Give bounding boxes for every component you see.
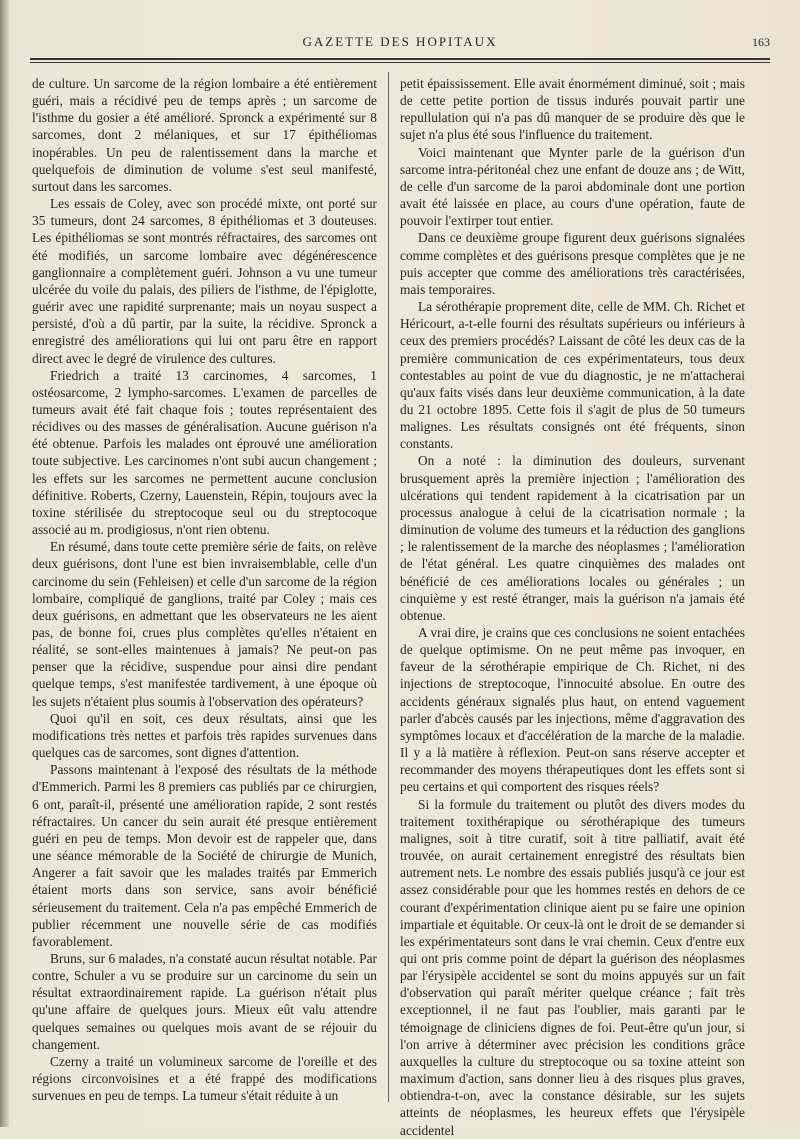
header-rule-thin xyxy=(30,62,770,63)
paragraph: La sérothérapie proprement dite, celle de MM. Ch. Richet et Héricourt, a-t-elle fourni des résultats supérieurs ou inférieurs à ceux des premiers procédés? Laissant de côté les deux cas de la première communication de ces expérimentateurs, tous deux contestables au point de vue du diagnostic, je ne m'attacherai qu'aux faits visés dans leur deuxième communication, à la date du 21 octobre 1895. Cette fois il s'agit de plus de 50 tumeurs malignes. Les résultats consignés ont été fréquents, sinon constants. xyxy=(400,299,745,452)
paragraph: En résumé, dans toute cette première série de faits, on relève deux guérisons, dont l'une est bien invraisemblable, celle d'un carcinome du sein (Fehleisen) et celle d'un sarcome de la région lombaire, compliqué de ganglions, traité par Coley ; mais ces deux guérisons, en admettant que les observateurs ne les aient pas, de bonne foi, crues plus complètes qu'elles n'étaient en réalité, se sont-elles maintenues à jamais? Ne peut-on pas penser que la récidive, suspendue pour ainsi dire pendant quelque temps, s'est manifestée tardivement, à une époque où les sujets n'étaient plus soumis à l'observation des opérateurs? xyxy=(32,539,377,709)
paragraph: Les essais de Coley, avec son procédé mixte, ont porté sur 35 tumeurs, dont 24 sarcomes, 8 épithéliomas et 3 douteuses. Les épithéliomas se sont montrés réfractaires, des sarcomes ont été modifiés, un sarcome lombaire avec dégénérescence ganglionnaire a complètement guéri. Johnson a vu une tumeur ulcérée du voile du palais, des piliers de l'isthme, de l'épiglotte, guérir avec une rapidité surprenante; mais un noyau suspect a persisté, d'où a dû partir, par la suite, la récidive. Spronck a enregistré des améliorations qui lui ont paru être en rapport direct avec le degré de virulence des cultures. xyxy=(32,196,377,366)
paragraph: Passons maintenant à l'exposé des résultats de la méthode d'Emmerich. Parmi les 8 premiers cas publiés par ce chirurgien, 6 ont, paraît-il, présenté une amélioration rapide, 2 sont restés réfractaires. Un cancer du sein aurait été presque entièrement guéri en peu de temps. Mon devoir est de rappeler que, dans une séance mémorable de la Société de chirurgie de Munich, Angerer a fait savoir que les malades traités par Emmerich étaient morts dans son service, sans avoir bénéficié sérieusement du traitement. Cela n'a pas empêché Emmerich de publier récemment une nouvelle série de cas modifiés favorablement. xyxy=(32,762,377,949)
left-column xyxy=(32,75,377,1104)
paragraph: A vrai dire, je crains que ces conclusions ne soient entachées de quelque optimisme. On ne peut même pas invoquer, en faveur de la sérothérapie empirique de Ch. Richet, ni des injections de streptocoque, l'innocuité absolue. En outre des accidents généraux signalés plus haut, on entend vaguement parler d'abcès causés par les injections, même d'aggravation des symptômes locaux et d'accélération de la marche de la maladie. Il y a là matière à réflexion. Peut-on sans réserve accepter et recommander des moyens thérapeutiques dont les effets sont si peu certains et qui comportent des risques réels? xyxy=(400,625,745,795)
paragraph: Bruns, sur 6 malades, n'a constaté aucun résultat notable. Par contre, Schuler a vu se produire sur un carcinome du sein un résultat extraordinairement rapide. La guérison n'était plus qu'une affaire de quelques jours. Mieux eût valu attendre quelques semaines ou quelques mois avant de se réjouir du changement. xyxy=(32,950,377,1052)
column-divider xyxy=(388,72,389,1102)
paragraph: petit épaississement. Elle avait énormément diminué, soit ; mais de cette petite portion de tissus indurés pouvait partir une repullulation qui n'a pas dû manquer de se produire dès que le sujet n'a plus été sous l'influence du traitement. xyxy=(400,76,745,143)
right-column xyxy=(400,75,745,1139)
page-number: 163 xyxy=(752,35,770,49)
header-rule-thick xyxy=(30,58,770,60)
paragraph: Czerny a traité un volumineux sarcome de l'oreille et des régions circonvoisines et a été frappé des modifications survenues en peu de temps. La tumeur s'était réduite à un xyxy=(32,1053,377,1104)
paragraph: Quoi qu'il en soit, ces deux résultats, ainsi que les modifications très nettes et parfois très rapides survenues dans quelques cas de sarcomes, sont dignes d'attention. xyxy=(32,710,377,761)
page-header xyxy=(30,34,770,56)
paragraph: Voici maintenant que Mynter parle de la guérison d'un sarcome intra-péritonéal chez une enfant de douze ans ; de Witt, de celle d'un sarcome de la paroi abdominale dont une portion avait été laissée en place, au cours d'une opération, faute de pouvoir l'extirper tout entier. xyxy=(400,144,745,229)
paragraph: Dans ce deuxième groupe figurent deux guérisons signalées comme complètes et des guérisons presque complètes que je ne puis accepter que comme des améliorations très caractérisées, mais temporaires. xyxy=(400,230,745,297)
journal-title: GAZETTE DES HOPITAUX xyxy=(302,34,498,49)
paragraph: de culture. Un sarcome de la région lombaire a été entièrement guéri, mais a récidivé peu de temps après ; un sarcome de l'isthme du gosier a été amélioré. Spronck a expérimenté sur 8 sarcomes, dont 2 mélaniques, et sur 17 épithéliomas inopérables. Un peu de ralentissement dans la marche et quelquefois de diminution de volume s'est seul manifesté, surtout dans les sarcomes. xyxy=(32,76,377,194)
paragraph: Friedrich a traité 13 carcinomes, 4 sarcomes, 1 ostéosarcome, 2 lympho-sarcomes. L'examen de parcelles de tumeurs avait été fait chaque fois ; toutes représentaient des récidives ou des masses de généralisation. Aucune guérison n'a été obtenue. Parfois les malades ont éprouvé une amélioration toute subjective. Les carcinomes n'ont subi aucun changement ; les effets sur les sarcomes ne permettent aucune conclusion définitive. Roberts, Czerny, Lauenstein, Répin, toujours avec la toxine stérilisée du streptocoque seul ou du streptocoque associé au m. prodigiosus, n'ont rien obtenu. xyxy=(32,367,377,538)
book-spine-shadow xyxy=(0,0,9,1127)
paragraph: On a noté : la diminution des douleurs, survenant brusquement après la première injection ; l'amélioration des ulcérations qui tendent rapidement à la cicatrisation par un processus analogue à celui de la cicatrisation normale ; la diminution de volume des tumeurs et la réduction des ganglions ; le ralentissement de la marche des néoplasmes ; l'amélioration de l'état général. Les quatre cinquièmes des malades ont bénéficié de ces améliorations locales ou générales ; un cinquième y est resté étranger, mais la guérison n'a jamais été obtenue. xyxy=(400,453,745,623)
paragraph: Si la formule du traitement ou plutôt des divers modes du traitement toxithérapique ou sérothérapique des tumeurs malignes, soit à titre curatif, soit à titre palliatif, avait été trouvée, on aurait certainement enregistré des résultats bien autrement nets. Le nombre des essais publiés jusqu'à ce jour est assez considérable pour que les hommes restés en dehors de ce courant d'expérimentation clinique aient pu se faire une opinion impartiale et équitable. Or ceux-là ont le droit de se demander si les expérimentateurs sont dans le vrai chemin. Ceux d'entre eux qui ont pris comme point de départ la guérison des néoplasmes par l'érysipèle accidentel se sont du moins appuyés sur un fait d'observation qui paraît mériter quelque créance ; fait très exceptionnel, il ne faut pas l'oublier, mais garanti par le témoignage de cliniciens dignes de foi. Peut-être qu'un jour, si l'on arrive à déterminer avec précision les conditions grâce auxquelles la culture du streptocoque ou sa toxine atteint son maximum d'action, sans donner lieu à des risques plus graves, obtiendra-t-on, avec la constance désirable, sur les sujets atteints de néoplasmes, les heureux effets que l'érysipèle accidentel xyxy=(400,796,745,1138)
